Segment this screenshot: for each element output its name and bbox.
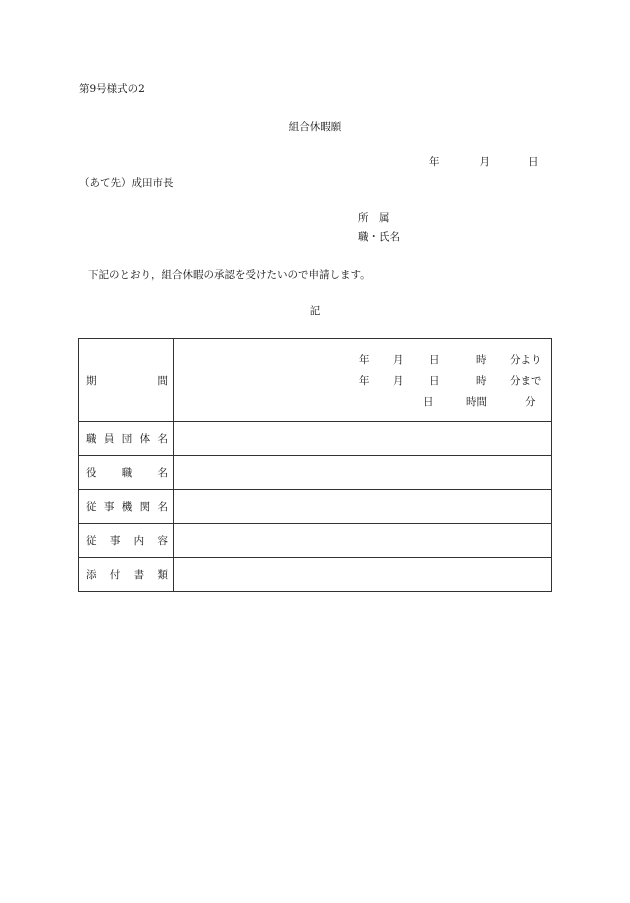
period-label-char: 間 (157, 374, 168, 387)
table-row (79, 558, 552, 592)
to-hour-label: 時 (476, 375, 487, 387)
date-month-label: 月 (479, 156, 490, 168)
from-minute-label: 分より (510, 354, 542, 366)
label-char: 職 (86, 433, 97, 445)
position-value-cell[interactable] (174, 456, 552, 490)
label-char: 団 (121, 433, 133, 445)
label-char: 職 (121, 467, 133, 479)
label-char: 員 (103, 433, 115, 445)
engaged-content-label-cell (79, 524, 174, 558)
position-label-cell (79, 456, 174, 490)
engaged-org-label-cell (79, 490, 174, 524)
label-char: 名 (157, 467, 168, 479)
attachments-label-cell (79, 558, 174, 592)
table-row (79, 490, 552, 524)
total-hours-label: 時間 (466, 396, 487, 408)
label-char: 従 (86, 501, 97, 513)
from-month-label: 月 (393, 354, 404, 366)
period-value-cell[interactable] (174, 339, 552, 422)
form-number: 第9号様式の2 (79, 83, 145, 95)
label-char: 事 (109, 535, 121, 547)
document-title: 組合休暇願 (288, 121, 342, 133)
engaged-content-value-cell[interactable] (174, 524, 552, 558)
attachments-value-cell[interactable] (174, 558, 552, 592)
total-minute-label: 分 (525, 396, 536, 408)
affiliation-label: 所 属 (358, 212, 390, 224)
date-day-label: 日 (528, 156, 539, 168)
union-name-value-cell[interactable] (174, 422, 552, 456)
addressee: （あて先）成田市長 (79, 177, 174, 189)
ki-label: 記 (309, 305, 321, 317)
engaged-org-value-cell[interactable] (174, 490, 552, 524)
label-char: 事 (103, 501, 115, 513)
label-char: 体 (139, 433, 151, 445)
to-month-label: 月 (393, 375, 404, 387)
to-day-label: 日 (429, 375, 440, 387)
label-char: 名 (157, 501, 168, 513)
application-table (78, 338, 552, 592)
union-name-label-cell (79, 422, 174, 456)
label-char: 役 (86, 467, 97, 479)
date-line (429, 155, 539, 169)
label-char: 機 (121, 501, 133, 513)
label-char: 内 (133, 535, 145, 547)
date-year-label: 年 (429, 156, 440, 168)
table-row (79, 456, 552, 490)
label-char: 名 (157, 433, 168, 445)
label-char: 添 (86, 569, 97, 581)
label-char: 容 (157, 535, 168, 547)
from-day-label: 日 (429, 354, 440, 366)
to-year-label: 年 (359, 375, 370, 387)
period-label-cell (79, 339, 174, 422)
label-char: 類 (157, 569, 168, 581)
table-row (79, 524, 552, 558)
label-char: 関 (139, 501, 151, 513)
period-row (79, 339, 552, 422)
name-label: 職・氏名 (358, 231, 400, 243)
period-label-char: 期 (86, 374, 97, 387)
from-year-label: 年 (359, 354, 370, 366)
from-hour-label: 時 (476, 354, 487, 366)
request-text: 下記のとおり，組合休暇の承認を受けたいので申請します。 (88, 269, 371, 281)
total-day-label: 日 (423, 396, 434, 408)
label-char: 付 (109, 569, 121, 581)
label-char: 書 (133, 569, 145, 581)
table-row (79, 422, 552, 456)
to-minute-label: 分まで (510, 375, 542, 387)
label-char: 従 (86, 535, 97, 547)
